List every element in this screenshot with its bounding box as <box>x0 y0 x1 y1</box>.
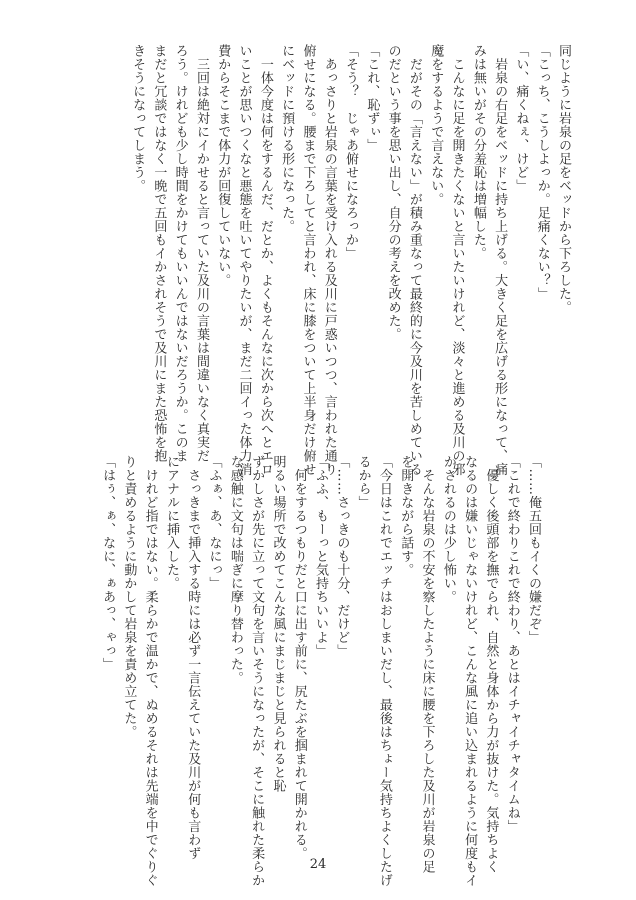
text-line: 何をするつもりだと口に出す前に、尻たぶを掴まれて開かれる。 <box>291 455 307 860</box>
text-line: さっきまで挿入する時には必ず一言伝えていた及川が何も言わず <box>185 455 201 860</box>
text-line: いことが思いつくなと悪態を吐いてやりたいが、まだ二回イった体力消 <box>236 44 252 476</box>
text-line: 「ふふ、もーっと気持ちいいよ」 <box>313 455 329 658</box>
text-line: けれど指ではない。柔らかで温かで、ぬめるそれは先端を中でぐりぐ <box>142 455 158 887</box>
text-line: るから」 <box>355 455 371 509</box>
text-line: なるのは嫌いじゃないけれど、こんな風に追い込まれるように何度もイ <box>462 455 478 887</box>
text-line: ずかしさが先に立って文句を言いそうになったが、そこに触れた柔らか <box>249 455 265 887</box>
text-line: 「ふぁ、あ、なにっ」 <box>206 455 222 590</box>
text-line: 「……さっきのも十分、だけど」 <box>334 455 350 658</box>
text-line: かされるのは少し怖い。 <box>440 455 456 604</box>
text-line: だがその「言えない」が積み重なって最終的に今及川を苦しめている <box>406 44 422 476</box>
text-line: 一体今度は何をするんだ、だとか、よくもそんなに次から次へとエロ <box>257 44 273 476</box>
text-line: こんなに足を開きたくないと言いたいけれど、淡々と進める及川の邪 <box>449 44 465 476</box>
text-line: 優しく後頭部を撫でられ、自然と身体から力が抜けた。気持ちよく <box>483 455 499 874</box>
text-line: 明るい場所で改めてこんな風にまじまじと見られると恥 <box>270 455 286 793</box>
text-line: ろう。けれども少し時間をかけてもいいんではないだろうか。このま <box>172 44 188 463</box>
text-line: きそうになってしまう。 <box>130 44 146 193</box>
text-line: にベッドに預ける形になった。 <box>279 44 295 233</box>
text-line: 岩泉の右足をベッドに持ち上げる。大きく足を広げる形になって、痛 <box>492 44 508 476</box>
text-line: な感触に文句は喘ぎに摩り替わった。 <box>227 455 243 685</box>
text-line: 「はぅ、ぁ、なに、ぁあっ、ゃっ」 <box>100 455 116 671</box>
text-line: 同じように岩泉の足をベッドから下ろした。 <box>556 44 571 314</box>
text-line: 魔をするようで言えない。 <box>428 44 444 206</box>
text-line: のだという事を思い出し、自分の考えを改めた。 <box>385 44 401 341</box>
text-line: まだと冗談ではなく一晩で五回もイかされそうで及川にまた恐怖を抱 <box>151 44 167 463</box>
text-line: 三回は絶対にイかせると言っていた及川の言葉は間違いなく真実だ <box>193 44 209 463</box>
text-line: そんな岩泉の不安を察したように床に腰を下ろした及川が岩泉の足 <box>419 455 435 874</box>
text-line: 「今日はこれでエッチはおしまいだし、最後はちょー気持ちよくしたげ <box>376 455 392 887</box>
text-line: 「そう？ じゃあ俯せになろっか」 <box>343 44 359 260</box>
text-line: を開きながら話す。 <box>398 455 414 577</box>
text-line: 俯せになる。腰まで下ろしてと言われ、床に膝をついて上半身だけ俯せ <box>300 44 316 476</box>
text-line: あっさりと岩泉の言葉を受け入れる及川に戸惑いつつ、言われた通り <box>321 44 337 476</box>
text-line: 「これ、恥ずぃ」 <box>364 44 380 152</box>
text-line: 費からそこまで体力が回復していない。 <box>215 44 231 287</box>
text-line: 「い、痛くねぇ、けど」 <box>513 44 529 193</box>
page-number: 24 <box>309 857 327 872</box>
text-line: 「……俺五回もイくの嫌だぞ」 <box>526 455 541 644</box>
text-line: 「こっち、こうしよっか。足痛くない？」 <box>534 44 550 301</box>
text-line: りと責めるように動かして岩泉を責め立てた。 <box>121 455 137 739</box>
text-line: みは無いがその分羞恥は増幅した。 <box>470 44 486 260</box>
text-line: にアナルに挿入した。 <box>163 455 179 590</box>
top-text-block <box>49 44 574 476</box>
text-line: 「これで終わりこれで終わり、あとはイチャイチャタイムね」 <box>504 455 520 833</box>
